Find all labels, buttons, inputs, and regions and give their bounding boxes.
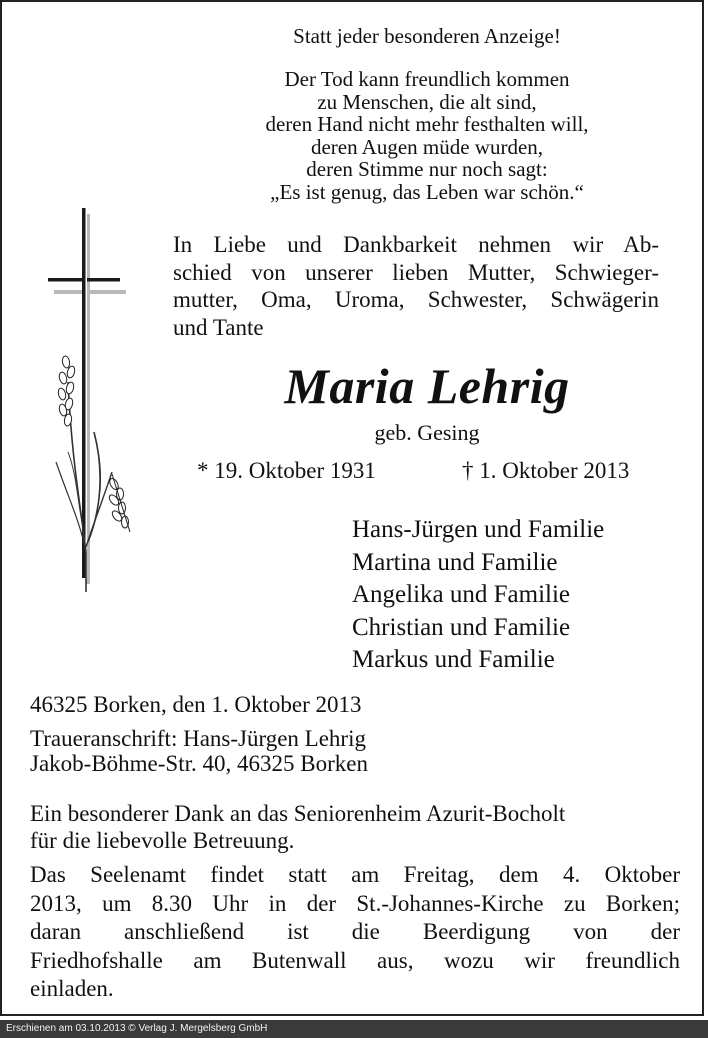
address-line: Jakob-Böhme-Str. 40, 46325 Borken: [30, 751, 368, 776]
family-list: [352, 514, 604, 677]
notice-heading: Statt jeder besonderen Anzeige!: [293, 24, 561, 48]
thanks-line: Ein besonderer Dank an das Seniorenheim Azurit-Bocholt: [30, 801, 566, 826]
intro-paragraph: [173, 231, 659, 341]
address-line: Traueranschrift: Hans-Jürgen Lehrig: [30, 726, 366, 751]
mourning-address: [30, 726, 368, 776]
thanks-paragraph: [30, 800, 680, 854]
death-date: † 1. Oktober 2013: [462, 458, 630, 483]
cross-with-wheat-icon: [42, 202, 142, 592]
family-member: Martina und Familie: [352, 548, 558, 576]
mass-line: daran anschließend ist die Beerdigung von der: [30, 919, 680, 944]
family-member: Angelika und Familie: [352, 581, 571, 608]
poem: [142, 68, 708, 203]
poem-line: deren Augen müde wurden,: [310, 134, 544, 159]
intro-line: schied von unserer lieben Mutter, Schwieger-: [173, 259, 659, 285]
publication-footer: Erschienen am 03.10.2013 © Verlag J. Mergelsberg GmbH: [0, 1020, 708, 1038]
deceased-name: Maria Lehrig: [284, 358, 570, 414]
poem-line: „Es ist genug, das Leben war schön.“: [270, 179, 584, 204]
intro-line: In Liebe und Dankbarkeit nehmen wir Ab-: [173, 232, 659, 257]
intro-line: mutter, Oma, Uroma, Schwester, Schwägerin: [173, 287, 659, 312]
family-member: Hans-Jürgen und Familie: [352, 516, 605, 543]
mass-line: 2013, um 8.30 Uhr in der St.-Johannes-Kirche zu Borken;: [30, 890, 680, 916]
mass-line: Friedhofshalle am Butenwall aus, wozu wir freundlich: [30, 947, 680, 973]
poem-line: deren Hand nicht mehr festhalten will,: [265, 112, 589, 136]
poem-line: zu Menschen, die alt sind,: [317, 89, 537, 114]
funeral-mass-paragraph: [30, 861, 680, 1004]
mass-line: Das Seelenamt findet statt am Freitag, dem 4. Oktober: [30, 862, 680, 887]
birth-date: * 19. Oktober 1931: [197, 458, 376, 483]
poem-line: deren Stimme nur noch sagt:: [306, 157, 548, 181]
poem-line: Der Tod kann freundlich kommen: [284, 67, 570, 91]
family-member: Markus und Familie: [352, 646, 555, 673]
thanks-line: für die liebevolle Betreuung.: [30, 828, 295, 853]
intro-line: und Tante: [173, 314, 264, 340]
place-date: 46325 Borken, den 1. Oktober 2013: [30, 692, 362, 717]
family-member: Christian und Familie: [352, 613, 571, 641]
maiden-name: geb. Gesing: [374, 420, 480, 445]
mass-line: einladen.: [30, 976, 114, 1001]
